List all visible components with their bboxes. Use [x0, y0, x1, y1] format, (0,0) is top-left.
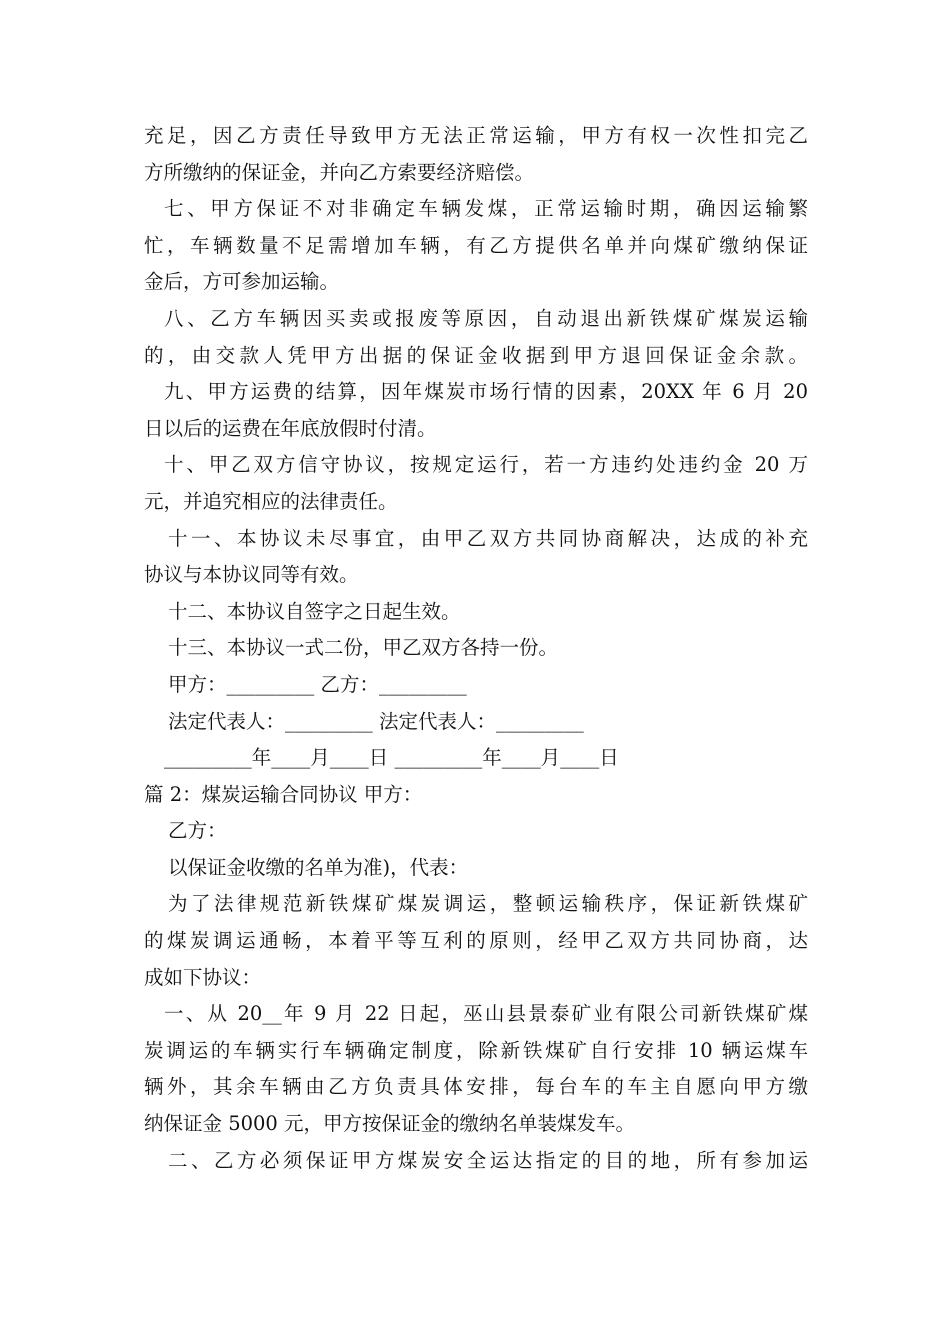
text-line: 充足，因乙方责任导致甲方无法正常运输，甲方有权一次性扣完乙 — [144, 124, 808, 147]
text-line: 协议与本协议同等有效。 — [144, 563, 359, 587]
clause-12: 十二、本协议自签字之日起生效。 — [168, 599, 461, 623]
party-b-line: 乙方： — [168, 819, 227, 843]
clause-10: 十、甲乙双方信守协议，按规定运行，若一方违约处违约金 20 万 — [164, 453, 808, 477]
document-body — [144, 118, 808, 1179]
clause-11: 十一、本协议未尽事宜，由甲乙双方共同协商解决，达成的补充 — [168, 526, 808, 550]
representative-line: 以保证金收缴的名单为准)，代表： — [168, 855, 469, 879]
text-line: 辆外，其余车辆由乙方负责具体安排，每台车的车主自愿向甲方缴 — [144, 1075, 808, 1099]
text-line: 金后，方可参加运输。 — [144, 270, 340, 294]
clause-2: 二、乙方必须保证甲方煤炭安全运达指定的目的地，所有参加运 — [168, 1148, 808, 1172]
section-heading: 篇 2：煤炭运输合同协议 甲方： — [144, 782, 423, 806]
text-line: 炭调运的车辆实行车辆确定制度，除新铁煤矿自行安排 10 辆运煤车 — [144, 1038, 808, 1062]
text-line: 方所缴纳的保证金，并向乙方索要经济赔偿。 — [144, 160, 535, 184]
signature-party-line: 甲方：_________ 乙方：_________ — [168, 672, 467, 696]
preamble: 为了法律规范新铁煤矿煤炭调运，整顿运输秩序，保证新铁煤矿 — [168, 892, 808, 916]
clause-9: 九、甲方运费的结算，因年煤炭市场行情的因素，20XX 年 6 月 20 — [164, 380, 808, 404]
text-line: 的，由交款人凭甲方出据的保证金收据到甲方退回保证金余款。 — [144, 343, 808, 367]
clause-8: 八、乙方车辆因买卖或报废等原因，自动退出新铁煤矿煤炭运输 — [164, 306, 808, 330]
text-line: 纳保证金 5000 元，甲方按保证金的缴纳名单装煤发车。 — [144, 1112, 636, 1136]
signature-representative-line: 法定代表人：_________ 法定代表人：_________ — [168, 709, 584, 733]
clause-1: 一、从 20__年 9 月 22 日起，巫山县景泰矿业有限公司新铁煤矿煤 — [164, 1002, 808, 1026]
clause-13: 十三、本协议一式二份，甲乙双方各持一份。 — [168, 636, 559, 660]
text-line: 元，并追究相应的法律责任。 — [144, 489, 398, 513]
text-line: 日以后的运费在年底放假时付清。 — [144, 416, 437, 440]
clause-7: 七、甲方保证不对非确定车辆发煤，正常运输时期，确因运输繁 — [164, 197, 808, 221]
signature-date-line: _________年____月____日 _________年____月____日 — [164, 746, 619, 770]
text-line: 忙，车辆数量不足需增加车辆，有乙方提供名单并向煤矿缴纳保证 — [144, 233, 808, 257]
text-line: 成如下协议： — [144, 965, 262, 989]
text-line: 的煤炭调运通畅，本着平等互利的原则，经甲乙双方共同协商，达 — [144, 929, 808, 953]
